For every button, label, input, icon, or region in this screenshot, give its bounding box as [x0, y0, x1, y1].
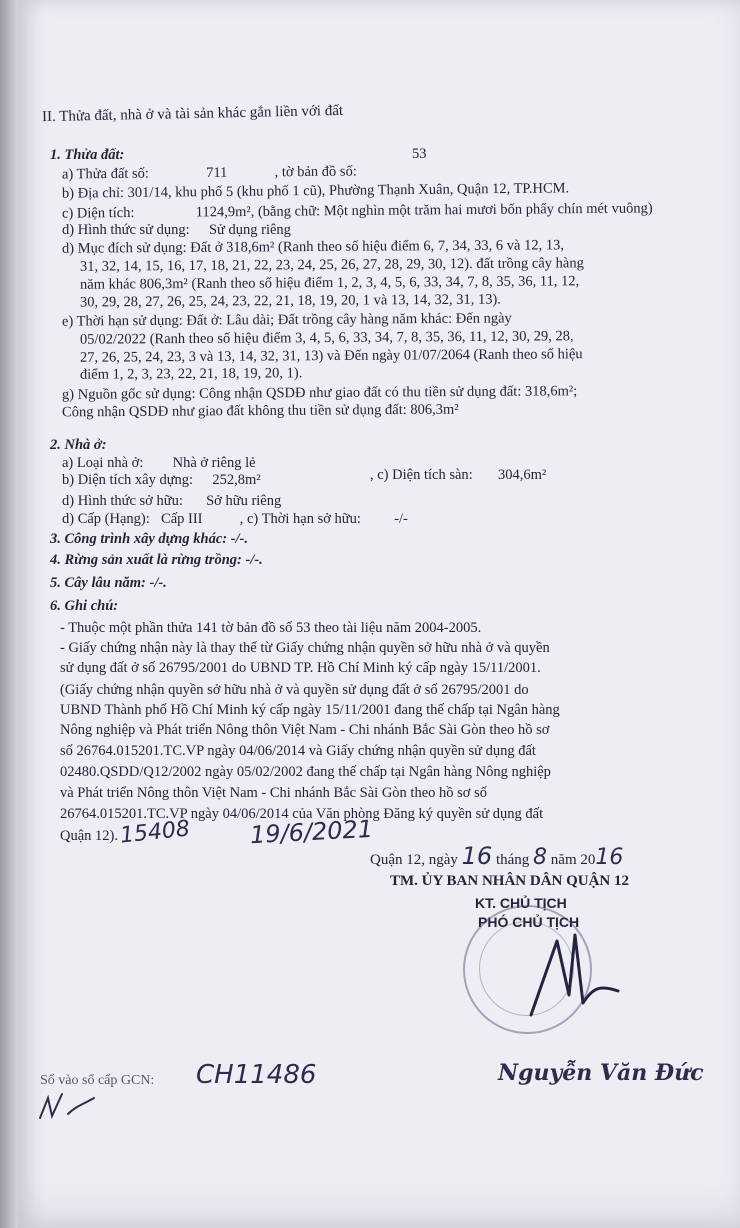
purpose-line-3: năm khác 806,3m² (Ranh theo số hiệu điểm 1, 2, 3, 4, 5, 6, 33, 34, 7, 8, 35, 36, 11, 12, [79, 273, 580, 293]
built-area-value: 252,8m² [212, 472, 261, 488]
grade-label: d) Cấp (Hạng): [62, 511, 150, 527]
map-sheet-label: , tờ bản đồ số: [274, 163, 357, 181]
handwritten-number: 15408 [118, 816, 192, 849]
place-date-prefix: Quận 12, ngày [370, 852, 458, 868]
note-line-11: Quận 12). [60, 828, 118, 844]
role-line-2: PHÓ CHỦ TỊCH [478, 914, 580, 930]
land-heading: 1. Thửa đất: [50, 147, 125, 163]
note-line-6: Nông nghiệp và Phát triển Nông thôn Việt Nam - Chi nhánh Bắc Sài Gòn theo hồ sơ [60, 722, 550, 738]
built-area-row [62, 472, 261, 489]
handwritten-date: 19/6/2021 [249, 814, 374, 850]
plot-number: 711 [206, 164, 228, 182]
year-label: năm 20 [550, 852, 596, 868]
perennial-trees: 5. Cây lâu năm: -/-. [50, 575, 167, 591]
purpose-line-4: 30, 29, 28, 27, 26, 25, 24, 23, 22, 21, 18, 19, 20, 1 và 13, 14, 32, 31, 13). [79, 291, 501, 311]
grade-value: Cấp III [161, 511, 203, 527]
ownership-row [62, 493, 281, 510]
house-heading: 2. Nhà ở: [50, 437, 107, 453]
year-handwritten: 16 [595, 845, 624, 870]
ownership-term-value: -/- [394, 511, 408, 527]
certificate-page [18, 0, 740, 1228]
floor-area-value: 304,6m² [497, 467, 547, 483]
purpose-line-2: 31, 32, 14, 15, 16, 17, 18, 21, 22, 23, 24, 25, 26, 27, 28, 29, 30, 12). đất trồng cây hàng [79, 255, 584, 275]
house-type-label: a) Loại nhà ở: [62, 455, 144, 471]
note-line-8: 02480.QSDD/Q12/2002 ngày 05/02/2002 đang thế chấp tại Ngân hàng Nông nghiệp [60, 764, 551, 780]
use-form-value: Sử dụng riêng [208, 222, 291, 238]
ownership-term-label: , c) Thời hạn sở hữu: [239, 511, 361, 527]
grade-row [62, 511, 408, 528]
note-line-2: - Giấy chứng nhận này là thay thế từ Giấy chứng nhận quyền sở hữu nhà ở và quyền [60, 640, 550, 656]
other-construction: 3. Công trình xây dựng khác: -/-. [50, 531, 249, 547]
note-line-1: - Thuộc một phần thửa 141 tờ bản đồ số 53 theo tài liệu năm 2004-2005. [60, 620, 482, 636]
plot-number-row [62, 163, 357, 183]
paper-fold-shadow [0, 0, 18, 1228]
note-line-5: UBND Thành phố Hồ Chí Minh ký cấp ngày 15/11/2001 đang thế chấp tại Ngân hàng [60, 702, 560, 718]
note-line-10: 26764.015201.TC.VP ngày 04/06/2014 của Văn phòng Đăng ký quyền sử dụng đất [60, 806, 544, 822]
purpose-line-1: d) Mục đích sử dụng: Đất ở 318,6m² (Ranh theo số hiệu điểm 6, 7, 34, 33, 6 và 12, 13, [61, 237, 564, 257]
map-sheet-number: 53 [412, 146, 427, 162]
place-date [370, 842, 624, 870]
signer-name: Nguyễn Văn Đức [498, 1060, 704, 1086]
month-handwritten: 8 [533, 845, 548, 870]
section-title: II. Thửa đất, nhà ở và tài sản khác gắn liền với đất [41, 102, 344, 126]
term-line-4: điểm 1, 2, 3, 23, 22, 21, 18, 19, 20, 1). [79, 365, 303, 383]
origin-line-1: g) Nguồn gốc sử dụng: Công nhận QSDĐ như giao đất có thu tiền sử dụng đất: 318,6m²; [61, 383, 578, 403]
house-type-value: Nhà ở riêng lẻ [172, 455, 256, 471]
plot-number-label: a) Thửa đất số: [61, 165, 150, 183]
house-type-row [62, 455, 256, 472]
address: b) Địa chỉ: 301/14, khu phố 5 (khu phố 1 cũ), Phường Thạnh Xuân, Quận 12, TP.HCM. [61, 180, 570, 202]
role-line-1: KT. CHỦ TỊCH [475, 895, 567, 911]
register-label: Số vào sổ cấp GCN: [40, 1073, 155, 1088]
term-line-3: 27, 26, 25, 24, 23, 3 và 13, 14, 32, 31, 13) và Đến ngày 01/07/2064 (Ranh theo số hiệu [79, 346, 583, 366]
ownership-value: Sở hữu riêng [206, 493, 282, 509]
area-label: c) Diện tích: [61, 204, 135, 222]
floor-area-row [370, 467, 546, 484]
area-value: 1124,9m², (bằng chữ: Một nghìn một trăm hai mươi bốn phẩy chín mét vuông) [195, 200, 653, 221]
ownership-label: d) Hình thức sở hữu: [62, 493, 183, 509]
area-row [62, 200, 653, 222]
month-label: tháng [495, 852, 530, 868]
register-number: CH11486 [196, 1060, 317, 1090]
term-line-2: 05/02/2022 (Ranh theo số hiệu điểm 3, 4, 5, 6, 33, 34, 7, 8, 35, 36, 11, 12, 30, 29, 28, [79, 328, 574, 348]
use-form-label: d) Hình thức sử dụng: [62, 222, 190, 238]
origin-line-2: Công nhận QSDĐ như giao đất không thu tiền sử dụng đất: 806,3m² [61, 401, 459, 421]
use-form-row [62, 222, 291, 239]
issuing-authority: TM. ỦY BAN NHÂN DÂN QUẬN 12 [390, 873, 630, 889]
note-line-9: và Phát triển Nông thôn Việt Nam - Chi nhánh Bắc Sài Gòn theo hồ sơ số [60, 785, 487, 801]
initials-scribble-icon [32, 1088, 102, 1128]
note-line-3: sử dụng đất ở số 26795/2001 do UBND TP. Hồ Chí Minh ký cấp ngày 15/11/2001. [60, 660, 541, 676]
note-line-4: (Giấy chứng nhận quyền sở hữu nhà ở và quyền sử dụng đất ở số 26795/2001 do [60, 682, 529, 698]
note-line-7: số 26764.015201.TC.VP ngày 04/06/2014 và Giấy chứng nhận quyền sử dụng đất [60, 743, 536, 759]
notes-heading: 6. Ghi chú: [50, 598, 119, 614]
built-area-label: b) Diện tích xây dựng: [62, 472, 194, 488]
term-line-1: e) Thời hạn sử dụng: Đất ở: Lâu dài; Đất trồng cây hàng năm khác: Đến ngày [61, 310, 512, 330]
signature-scribble-icon [513, 925, 628, 1020]
day-handwritten: 16 [461, 842, 493, 870]
planted-forest: 4. Rừng sản xuất là rừng trồng: -/-. [50, 552, 263, 568]
floor-area-label: , c) Diện tích sàn: [370, 467, 473, 483]
